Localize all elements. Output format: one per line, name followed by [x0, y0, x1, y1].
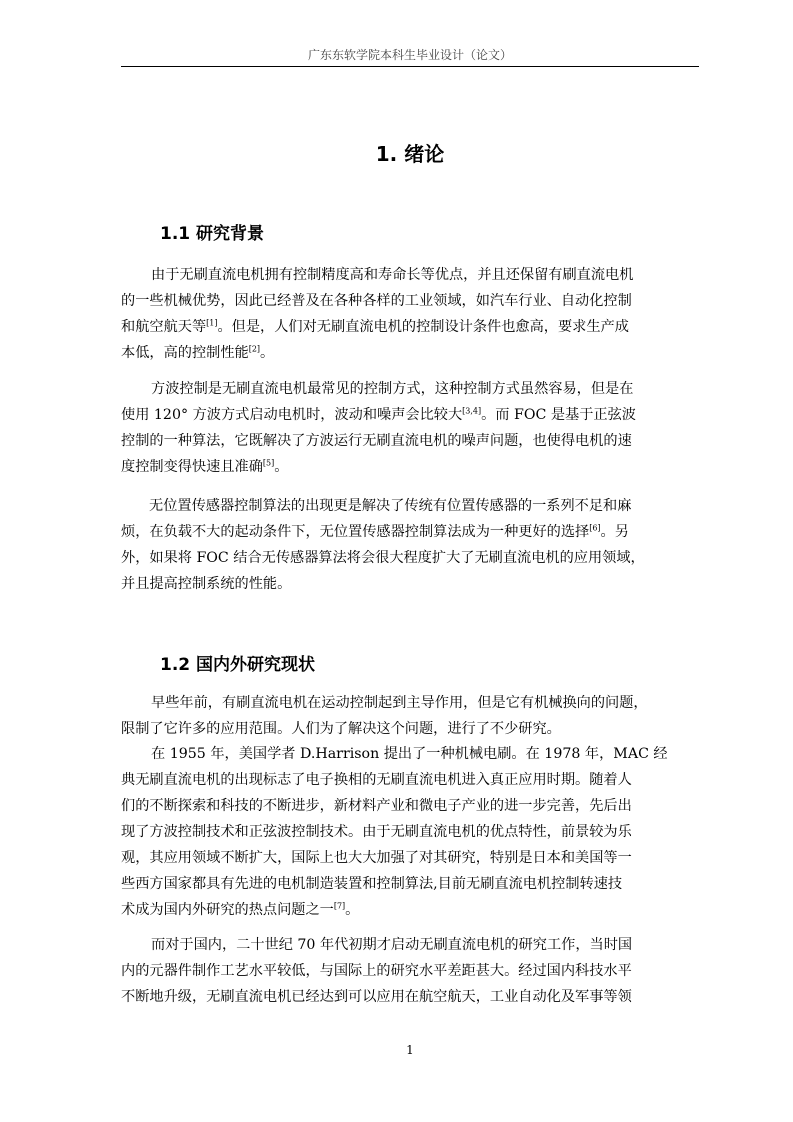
text-run: 。另	[600, 524, 629, 540]
paragraph-6	[121, 932, 701, 1010]
section-heading-background: 1.1 研究背景	[160, 224, 265, 244]
paragraph-1	[121, 262, 701, 366]
paragraph-3	[121, 493, 701, 597]
page-number: 1	[406, 1043, 414, 1057]
text-line: 的一些机械优势，因此已经普及在各种各样的工业领域，如汽车行业、自动化控制	[121, 293, 632, 309]
text-line: 无位置传感器控制算法的出现更是解决了传统有位置传感器的一系列不足和麻	[149, 498, 632, 514]
citation-ref: [7]	[333, 901, 346, 911]
paragraph-5	[121, 741, 701, 923]
text-line: 早些年前，有刷直流电机在运动控制起到主导作用，但是它有机械换向的问题，	[151, 695, 648, 711]
text-line	[121, 897, 701, 923]
text-run: 本低，高的控制性能	[121, 345, 249, 361]
text-line	[121, 314, 701, 340]
text-line: 们的不断探索和科技的不断进步，新材料产业和微电子产业的进一步完善，先后出	[121, 798, 632, 814]
text-line	[121, 454, 701, 480]
text-run: 。但是，人们对无刷直流电机的控制设计条件也愈高，要求生产成	[217, 319, 629, 335]
text-line: 限制了它许多的应用范围。人们为了解决这个问题，进行了不少研究。	[121, 721, 561, 737]
text-run: 。	[260, 345, 275, 361]
text-line: 观，其应用领域不断扩大，国际上也大大加强了对其研究，特别是日本和美国等一	[121, 850, 632, 866]
paragraph-4	[121, 690, 701, 742]
text-line: 控制的一种算法，它既解决了方波运行无刷直流电机的噪声问题，也使得电机的速	[121, 433, 632, 449]
text-line: 些西方国家都具有先进的电机制造装置和控制算法,目前无刷直流电机控制转速技	[121, 876, 623, 892]
citation-ref: [1]	[206, 318, 218, 328]
header-divider	[121, 66, 699, 67]
text-line: 方波控制是无刷直流电机最常见的控制方式，这种控制方式虽然容易，但是在	[151, 381, 634, 397]
text-line: 由于无刷直流电机拥有控制精度高和寿命长等优点，并且还保留有刷直流电机	[151, 267, 634, 283]
citation-ref: [6]	[589, 523, 601, 533]
text-line: 在 1955 年，美国学者 D.Harrison 提出了一种机械电刷。在 1978 年，MAC 经	[151, 746, 668, 762]
section-heading-status: 1.2 国内外研究现状	[160, 655, 316, 675]
text-line: 并且提高控制系统的性能。	[121, 576, 292, 592]
chapter-title: 1. 绪论	[375, 142, 445, 166]
text-run: 。	[274, 459, 289, 475]
text-line: 外，如果将 FOC 结合无传感器算法将会很大程度扩大了无刷直流电机的应用领域，	[121, 550, 645, 566]
text-line: 不断地升级，无刷直流电机已经达到可以应用在航空航天，工业自动化及军事等领	[121, 989, 632, 1005]
text-run: 烦，在负载不大的起动条件下，无位置传感器控制算法成为一种更好的选择	[121, 524, 590, 540]
running-header: 广东东软学院本科生毕业设计（论文）	[307, 48, 512, 62]
text-run: 。而 FOC 是基于正弦波	[481, 407, 636, 423]
text-line	[121, 519, 701, 545]
citation-ref: [3,4]	[462, 406, 482, 416]
text-line	[121, 340, 701, 366]
text-line: 现了方波控制技术和正弦波控制技术。由于无刷直流电机的优点特性，前景较为乐	[121, 824, 632, 840]
paragraph-2	[121, 376, 701, 480]
text-line: 典无刷直流电机的出现标志了电子换相的无刷直流电机进入真正应用时期。随着人	[121, 772, 632, 788]
text-run: 使用 120° 方波方式启动电机时，波动和噪声会比较大	[121, 407, 463, 423]
text-run: 术成为国内外研究的热点问题之一	[121, 902, 334, 918]
citation-ref: [2]	[248, 344, 261, 354]
text-line: 而对于国内，二十世纪 70 年代初期才启动无刷直流电机的研究工作，当时国	[151, 937, 633, 953]
text-run: 和航空航天等	[121, 319, 207, 335]
text-line	[121, 402, 701, 428]
text-line: 内的元器件制作工艺水平较低，与国际上的研究水平差距甚大。经过国内科技水平	[121, 963, 632, 979]
text-run: 。	[345, 902, 360, 918]
citation-ref: [5]	[262, 458, 275, 468]
text-run: 度控制变得快速且准确	[121, 459, 263, 475]
